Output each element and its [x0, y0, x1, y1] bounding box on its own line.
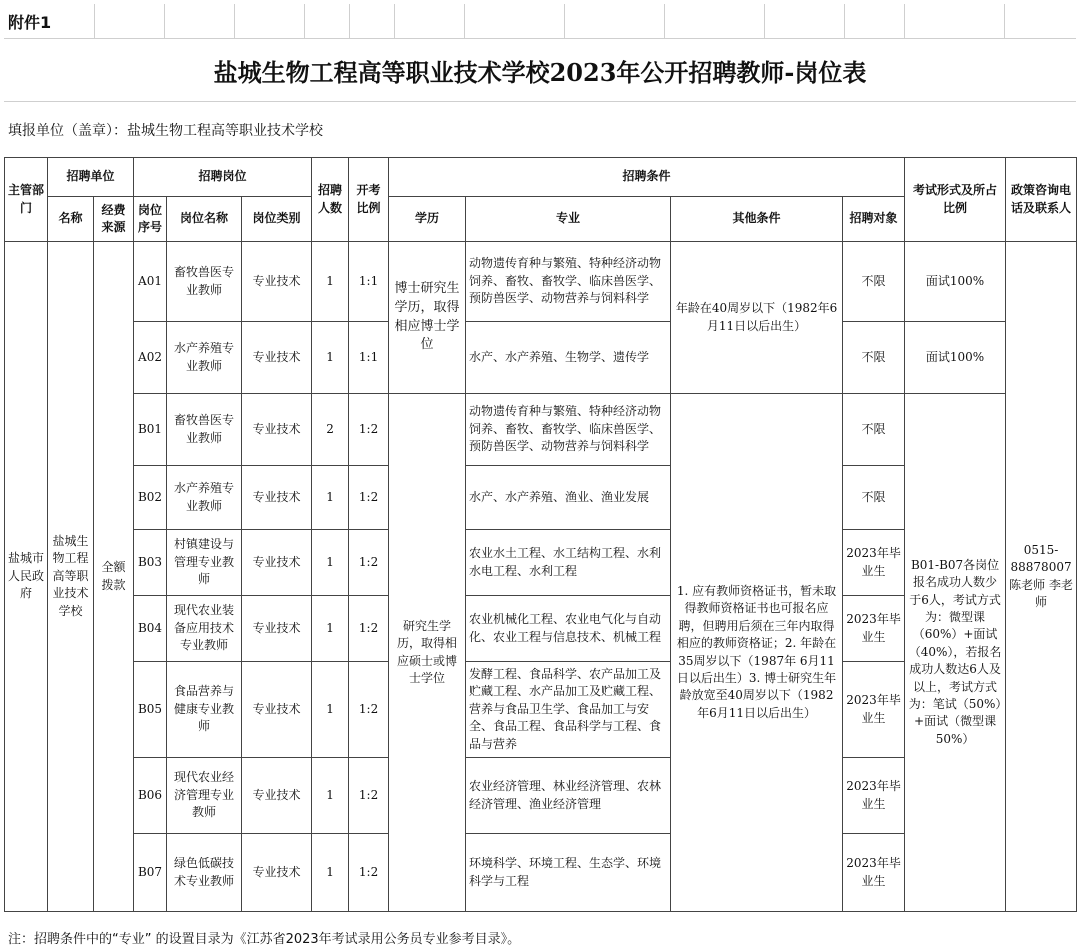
header-contact: 政策咨询电话及联系人: [1006, 158, 1077, 242]
post-name-cell: 水产养殖专业教师: [167, 466, 242, 530]
post-type-cell: 专业技术: [242, 322, 312, 394]
ratio-cell: 1:2: [349, 596, 389, 662]
edu-cell-b: 研究生学历，取得相应硕士或博士学位: [389, 394, 466, 912]
count-cell: 1: [312, 758, 349, 834]
contact-cell: 0515-88878007 陈老师 李老师: [1006, 242, 1077, 912]
sheet-grid-top: [4, 4, 1076, 38]
target-cell: 不限: [843, 322, 905, 394]
target-cell: 2023年毕业生: [843, 662, 905, 758]
other-cell-a: 年龄在40周岁以下（1982年6月11日以后出生）: [671, 242, 843, 394]
header-unit-name: 名称: [48, 197, 94, 242]
header-funding: 经费来源: [94, 197, 134, 242]
header-post-name: 岗位名称: [167, 197, 242, 242]
major-cell: 环境科学、环境工程、生态学、环境科学与工程: [466, 834, 671, 912]
funding-cell: 全额拨款: [94, 242, 134, 912]
count-cell: 2: [312, 394, 349, 466]
header-major: 专业: [466, 197, 671, 242]
count-cell: 1: [312, 242, 349, 322]
post-no-cell: B07: [134, 834, 167, 912]
post-name-cell: 村镇建设与管理专业教师: [167, 530, 242, 596]
ratio-cell: 1:2: [349, 662, 389, 758]
header-cond-group: 招聘条件: [389, 158, 905, 197]
post-no-cell: B01: [134, 394, 167, 466]
post-type-cell: 专业技术: [242, 466, 312, 530]
major-cell: 发酵工程、食品科学、农产品加工及贮藏工程、水产品加工及贮藏工程、营养与食品卫生学、食品加工与安全、食品工程、食品科学与工程、食品与营养: [466, 662, 671, 758]
post-type-cell: 专业技术: [242, 530, 312, 596]
ratio-cell: 1:2: [349, 394, 389, 466]
post-name-cell: 水产养殖专业教师: [167, 322, 242, 394]
exam-cell: 面试100%: [905, 242, 1006, 322]
post-name-cell: 畜牧兽医专业教师: [167, 394, 242, 466]
major-cell: 农业经济管理、林业经济管理、农林经济管理、渔业经济管理: [466, 758, 671, 834]
header-unit-group: 招聘单位: [48, 158, 134, 197]
post-type-cell: 专业技术: [242, 394, 312, 466]
ratio-cell: 1:2: [349, 466, 389, 530]
post-no-cell: A02: [134, 322, 167, 394]
major-cell: 水产、水产养殖、渔业、渔业发展: [466, 466, 671, 530]
header-edu: 学历: [389, 197, 466, 242]
count-cell: 1: [312, 662, 349, 758]
count-cell: 1: [312, 596, 349, 662]
target-cell: 2023年毕业生: [843, 834, 905, 912]
target-cell: 2023年毕业生: [843, 530, 905, 596]
header-exam: 考试形式及所占比例: [905, 158, 1006, 242]
page-title: 盐城生物工程高等职业技术学校2023年公开招聘教师-岗位表: [4, 38, 1076, 102]
post-no-cell: B06: [134, 758, 167, 834]
edu-cell-a: 博士研究生学历，取得相应博士学位: [389, 242, 466, 394]
post-type-cell: 专业技术: [242, 242, 312, 322]
table-row: [5, 394, 1077, 466]
major-cell: 农业水土工程、水工结构工程、水利水电工程、水利工程: [466, 530, 671, 596]
post-type-cell: 专业技术: [242, 834, 312, 912]
header-post-type: 岗位类别: [242, 197, 312, 242]
post-type-cell: 专业技术: [242, 758, 312, 834]
post-no-cell: A01: [134, 242, 167, 322]
exam-cell-b: B01-B07各岗位报名成功人数少于6人，考试方式为：微型课（60%）+面试（40%），若报名成功人数达6人及以上，考试方式为：笔试（50%）+面试（微型课50%）: [905, 394, 1006, 912]
post-name-cell: 现代农业装备应用技术专业教师: [167, 596, 242, 662]
major-cell: 农业机械化工程、农业电气化与自动化、农业工程与信息技术、机械工程: [466, 596, 671, 662]
target-cell: 不限: [843, 466, 905, 530]
post-no-cell: B04: [134, 596, 167, 662]
post-name-cell: 现代农业经济管理专业教师: [167, 758, 242, 834]
filler-unit: 填报单位（盖章）：盐城生物工程高等职业技术学校: [8, 123, 323, 139]
ratio-cell: 1:1: [349, 322, 389, 394]
post-name-cell: 绿色低碳技术专业教师: [167, 834, 242, 912]
major-cell: 水产、水产养殖、生物学、遗传学: [466, 322, 671, 394]
ratio-cell: 1:2: [349, 758, 389, 834]
post-name-cell: 食品营养与健康专业教师: [167, 662, 242, 758]
table-row: [5, 242, 1077, 322]
ratio-cell: 1:2: [349, 530, 389, 596]
count-cell: 1: [312, 834, 349, 912]
post-name-cell: 畜牧兽医专业教师: [167, 242, 242, 322]
other-cell-b: 1. 应有教师资格证书，暂未取得教师资格证书也可报名应聘，但聘用后须在三年内取得相应的教师资格证；2. 年龄在35周岁以下（1987年 6月11日以后出生）3. 博士研究生年龄放宽至40周岁以下（1982年6月11日以后出生）: [671, 394, 843, 912]
major-cell: 动物遗传育种与繁殖、特种经济动物饲养、畜牧、畜牧学、临床兽医学、预防兽医学、动物营养与饲料科学: [466, 242, 671, 322]
header-target: 招聘对象: [843, 197, 905, 242]
exam-cell: 面试100%: [905, 322, 1006, 394]
post-type-cell: 专业技术: [242, 596, 312, 662]
unit-name-cell: 盐城生物工程高等职业技术学校: [48, 242, 94, 912]
header-post-no: 岗位序号: [134, 197, 167, 242]
header-ratio: 开考比例: [349, 158, 389, 242]
post-type-cell: 专业技术: [242, 662, 312, 758]
count-cell: 1: [312, 466, 349, 530]
attachment-label: 附件1: [8, 13, 52, 32]
target-cell: 不限: [843, 242, 905, 322]
header-count: 招聘人数: [312, 158, 349, 242]
target-cell: 2023年毕业生: [843, 758, 905, 834]
major-cell: 动物遗传育种与繁殖、特种经济动物饲养、畜牧、畜牧学、临床兽医学、预防兽医学、动物营养与饲料科学: [466, 394, 671, 466]
header-other: 其他条件: [671, 197, 843, 242]
post-no-cell: B03: [134, 530, 167, 596]
target-cell: 不限: [843, 394, 905, 466]
dept-cell: 盐城市人民政府: [5, 242, 48, 912]
ratio-cell: 1:2: [349, 834, 389, 912]
recruitment-table: [4, 157, 1077, 912]
header-post-group: 招聘岗位: [134, 158, 312, 197]
post-no-cell: B02: [134, 466, 167, 530]
target-cell: 2023年毕业生: [843, 596, 905, 662]
post-no-cell: B05: [134, 662, 167, 758]
table-row: [5, 322, 1077, 394]
count-cell: 1: [312, 530, 349, 596]
header-dept: 主管部门: [5, 158, 48, 242]
count-cell: 1: [312, 322, 349, 394]
footnote: 注：招聘条件中的“专业” 的设置目录为《江苏省2023年考试录用公务员专业参考目录》。: [8, 932, 521, 947]
ratio-cell: 1:1: [349, 242, 389, 322]
